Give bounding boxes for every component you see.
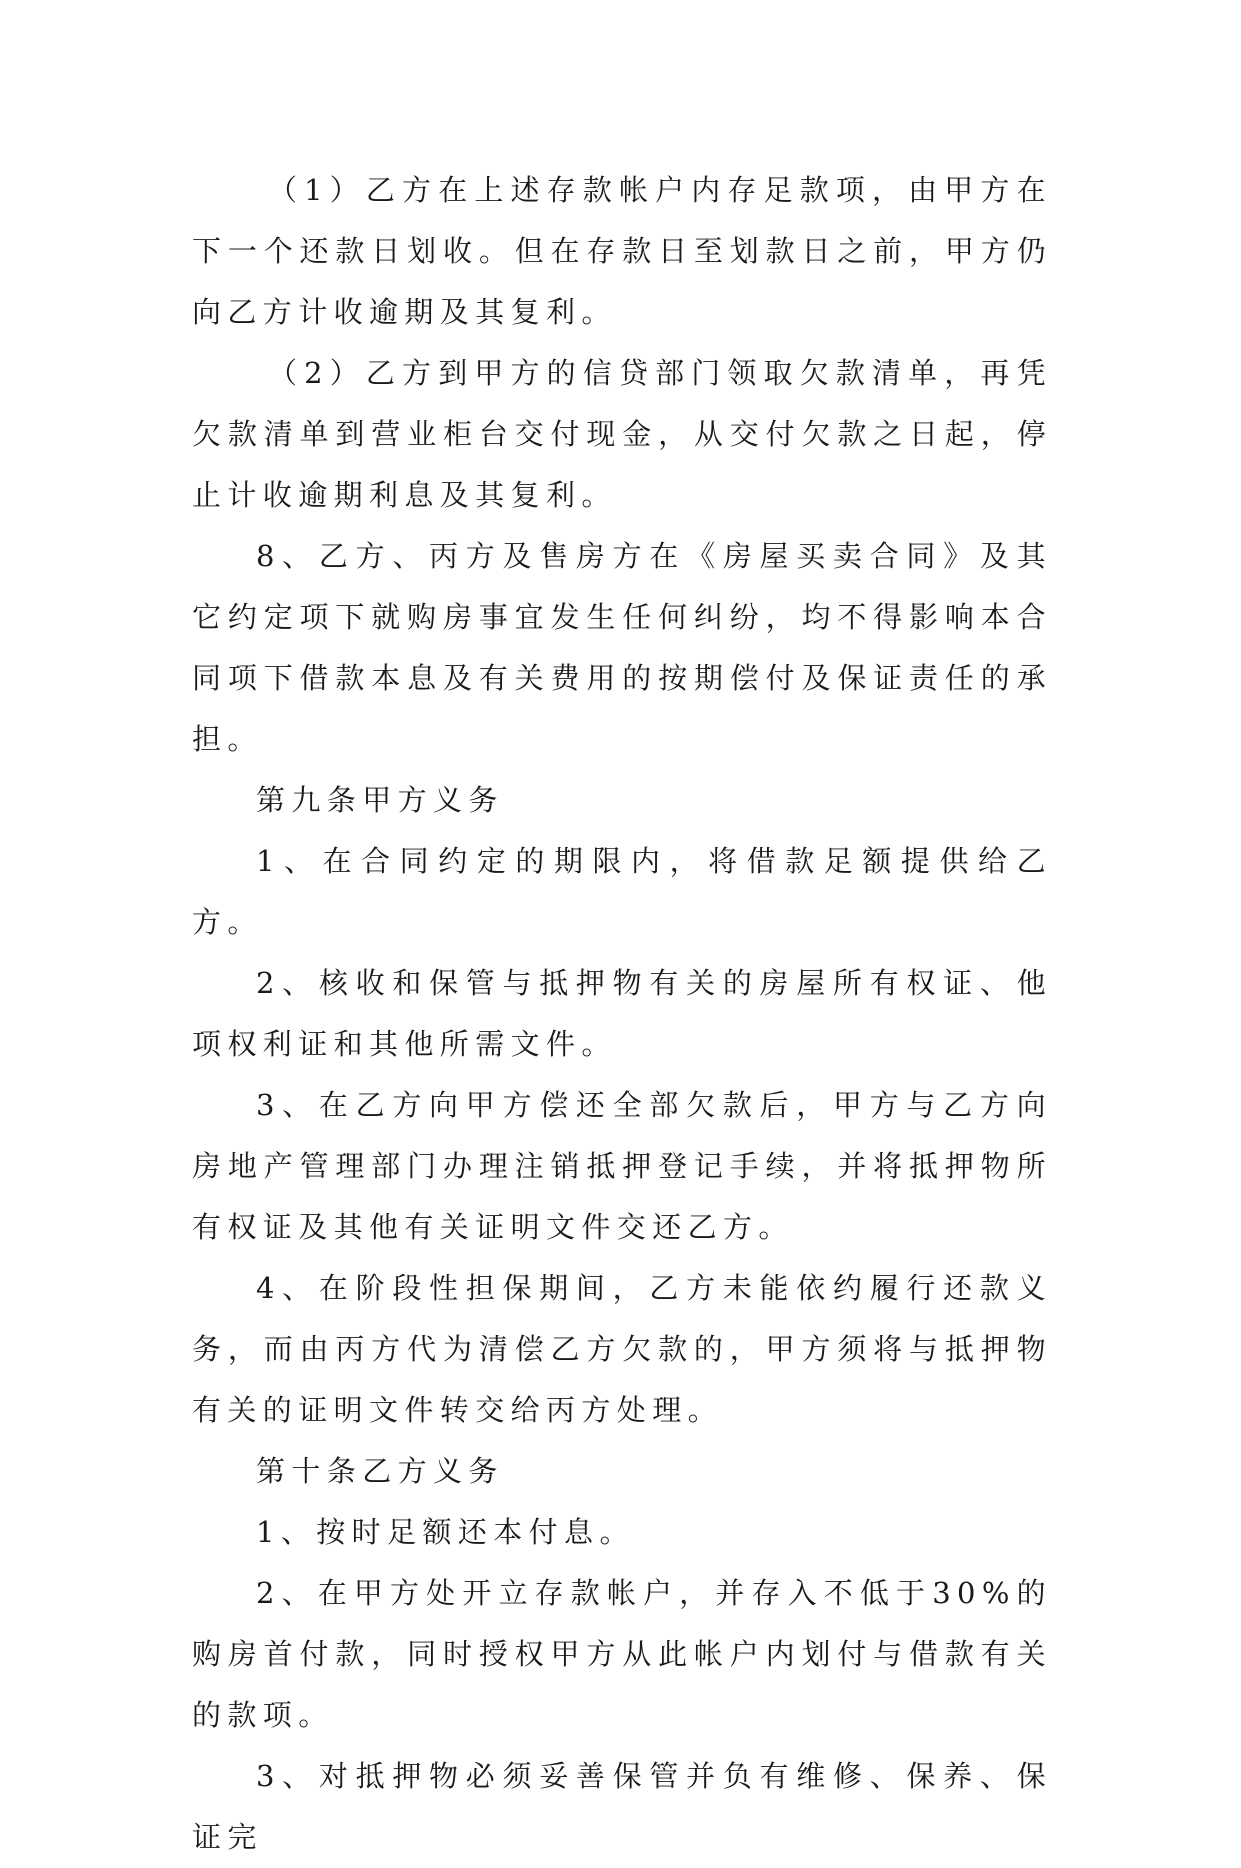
article-10-heading: 第十条乙方义务 [256, 1454, 504, 1488]
article-10-item-1: 1、按时足额还本付息。 [256, 1515, 635, 1549]
article-9-heading: 第九条甲方义务 [256, 783, 504, 817]
clause-7-item-2: （2）乙方到甲方的信贷部门领取欠款清单，再凭欠款清单到营业柜台交付现金，从交付欠款之日起，停止计收逾期利息及其复利。 [192, 356, 1052, 512]
article-10-item-3: 3、对抵押物必须妥善保管并负有维修、保养、保证完 [192, 1759, 1052, 1854]
article-9-item-1: 1、在合同约定的期限内，将借款足额提供给乙方。 [192, 844, 1052, 939]
article-9-item-4: 4、在阶段性担保期间，乙方未能依约履行还款义务，而由丙方代为清偿乙方欠款的，甲方须将与抵押物有关的证明文件转交给丙方处理。 [192, 1271, 1052, 1427]
clause-8-paragraph: 8、乙方、丙方及售房方在《房屋买卖合同》及其它约定项下就购房事宜发生任何纠纷，均不得影响本合同项下借款本息及有关费用的按期偿付及保证责任的承担。 [192, 539, 1052, 756]
article-9-item-2: 2、核收和保管与抵押物有关的房屋所有权证、他项权利证和其他所需文件。 [192, 966, 1052, 1061]
document-body [192, 160, 1052, 1868]
article-10-item-2: 2、在甲方处开立存款帐户，并存入不低于30%的购房首付款，同时授权甲方从此帐户内划付与借款有关的款项。 [192, 1576, 1052, 1732]
clause-7-item-1: （1）乙方在上述存款帐户内存足款项，由甲方在下一个还款日划收。但在存款日至划款日之前，甲方仍向乙方计收逾期及其复利。 [192, 173, 1052, 329]
article-9-item-3: 3、在乙方向甲方偿还全部欠款后，甲方与乙方向房地产管理部门办理注销抵押登记手续，并将抵押物所有权证及其他有关证明文件交还乙方。 [192, 1088, 1052, 1244]
